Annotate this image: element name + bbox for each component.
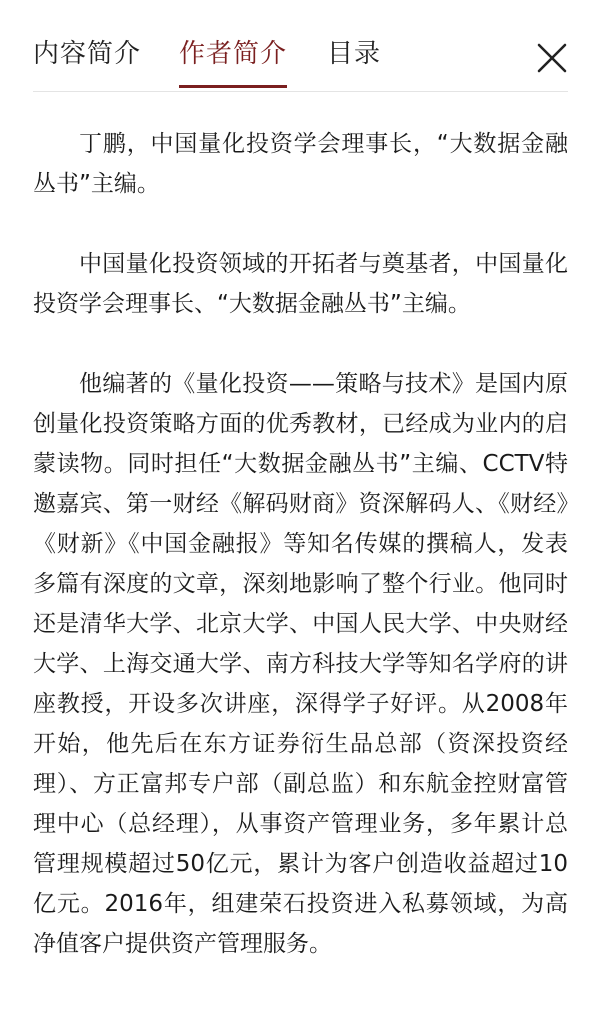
- author-intro-content: [33, 124, 568, 964]
- tab-table-of-contents[interactable]: 目录: [327, 39, 382, 69]
- close-icon: [536, 42, 568, 74]
- tab-bar: [33, 34, 381, 88]
- author-paragraph-2: 中国量化投资领域的开拓者与奠基者，中国量化投资学会理事长、“大数据金融丛书”主编。: [33, 251, 568, 317]
- tab-author-intro[interactable]: 作者简介: [179, 34, 287, 88]
- author-paragraph-1: 丁鹏，中国量化投资学会理事长，“大数据金融丛书”主编。: [33, 131, 568, 197]
- close-button[interactable]: [536, 42, 568, 74]
- tab-content-intro[interactable]: 内容简介: [33, 39, 142, 69]
- author-paragraph-3: 他编著的《量化投资——策略与技术》是国内原创量化投资策略方面的优秀教材，已经成为业内的启蒙读物。同时担任“大数据金融丛书”主编、CCTV特邀嘉宾、第一财经《解码财商》资深解码人、《财经》《财新》《中国金融报》等知名传媒的撰稿人，发表多篇有深度的文章，深刻地影响了整个行业。他同时还是清华大学、北京大学、中国人民大学、中央财经大学、上海交通大学、南方科技大学等知名学府的讲座教授，开设多次讲座，深得学子好评。从2008年开始，他先后在东方证券衍生品总部（资深投资经理）、方正富邦专户部（副总监）和东航金控财富管理中心（总经理），从事资产管理业务，多年累计总管理规模超过50亿元，累计为客户创造收益超过10亿元。2016年，组建荣石投资进入私募领域，为高净值客户提供资产管理服务。: [33, 371, 568, 957]
- header: [0, 0, 600, 93]
- header-divider: [33, 91, 568, 92]
